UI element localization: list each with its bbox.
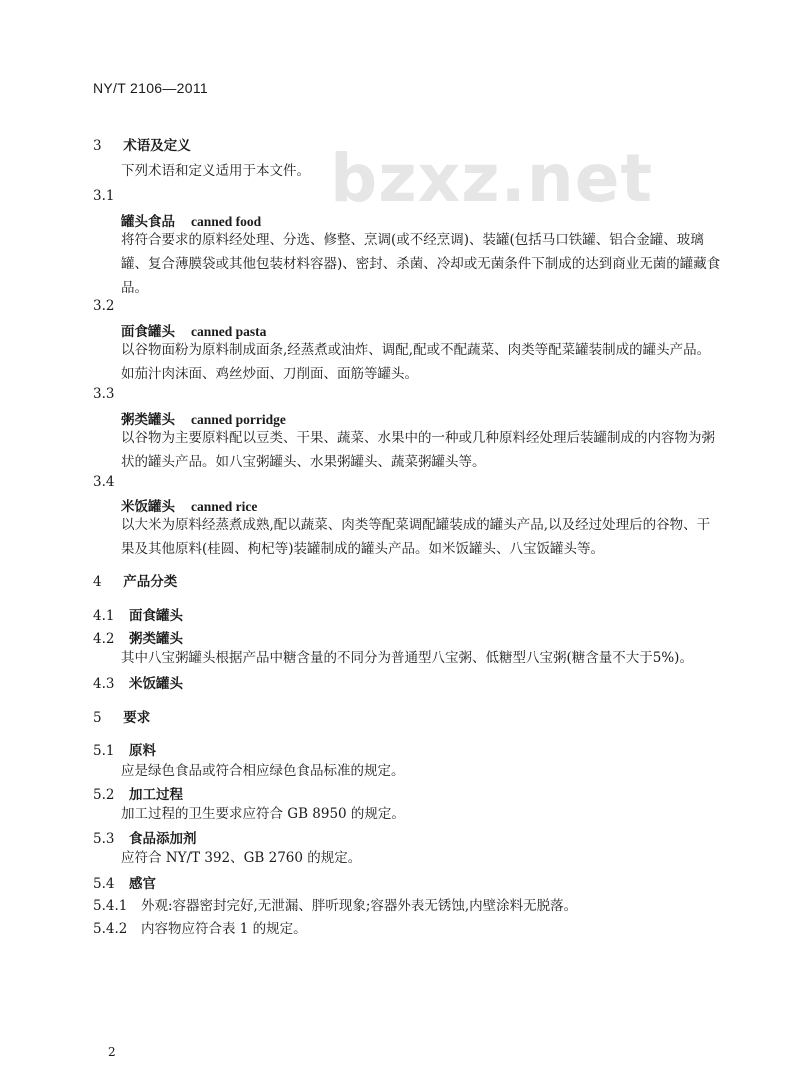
standard-code: NY/T 2106—2011 [93,80,208,96]
term-canned-rice [121,495,257,515]
clause-5-4-1 [93,894,577,914]
definition-canned-food: 将符合要求的原料经处理、分选、修整、烹调(或不经烹调)、装罐(包括马口铁罐、铝合金罐、玻璃罐、复合薄膜袋或其他包装材料容器)、密封、杀菌、冷却或无菌条件下制成的达到商业无菌的罐藏食品。 [121,232,721,296]
section-title: 产品分类 [123,574,178,590]
clause-number: 5.2 [93,787,115,803]
clause-title: 米饭罐头 [129,676,183,692]
term-zh: 罐头食品 [121,214,175,230]
term-canned-porridge [121,408,286,428]
definition-canned-rice: 以大米为原料经蒸煮成熟,配以蔬菜、肉类等配菜调配罐装成的罐头产品,以及经过处理后的谷物、干果及其他原料(桂圆、枸杞等)装罐制成的罐头产品。如米饭罐头、八宝饭罐头等。 [121,517,711,557]
term-zh: 米饭罐头 [121,499,175,515]
clause-5-3-text: 应符合 NY/T 392、GB 2760 的规定。 [121,850,362,866]
clause-number: 5.4.2 [93,921,128,937]
section-3-intro: 下列术语和定义适用于本文件。 [121,163,310,179]
clause-4-2-text: 其中八宝粥罐头根据产品中糖含量的不同分为普通型八宝粥、低糖型八宝粥(糖含量不大于5%)。 [121,650,693,666]
clause-5-1 [93,739,156,759]
watermark: bzxz.net [330,140,654,217]
term-en: canned porridge [191,412,286,427]
clause-title: 面食罐头 [129,608,183,624]
definition-canned-porridge: 以谷物为主要原料配以豆类、干果、蔬菜、水果中的一种或几种原料经处理后装罐制成的内容物为粥状的罐头产品。如八宝粥罐头、水果粥罐头、蔬菜粥罐头等。 [121,430,715,470]
clause-title: 加工过程 [129,787,183,803]
section-4-heading [93,570,177,590]
clause-number: 5.4 [93,876,115,892]
term-canned-food [121,210,261,230]
clause-3-2-number: 3.2 [93,298,115,314]
clause-5-2 [93,783,183,803]
definition-canned-pasta: 以谷物面粉为原料制成面条,经蒸煮或油炸、调配,配或不配蔬菜、肉类等配菜罐装制成的罐头产品。如茄汁肉沫面、鸡丝炒面、刀削面、面筋等罐头。 [121,342,711,382]
term-en: canned food [191,214,262,229]
section-3-heading [93,134,191,154]
clause-3-3-number: 3.3 [93,386,115,402]
clause-5-1-text: 应是绿色食品或符合相应绿色食品标准的规定。 [121,763,405,779]
term-zh: 粥类罐头 [121,412,175,428]
clause-4-3 [93,672,183,692]
section-title: 要求 [123,710,151,726]
term-en: canned rice [191,499,258,514]
section-number: 4 [93,574,102,590]
clause-4-1 [93,604,183,624]
section-title: 术语及定义 [123,138,191,154]
clause-5-4 [93,872,156,892]
clause-4-2 [93,627,183,647]
section-number: 5 [93,710,102,726]
clause-text: 外观:容器密封完好,无泄漏、胖听现象;容器外表无锈蚀,内壁涂料无脱落。 [141,898,578,914]
clause-number: 4.2 [93,631,115,647]
term-en: canned pasta [191,324,267,339]
clause-title: 食品添加剂 [129,831,197,847]
term-canned-pasta [121,320,266,340]
clause-5-4-2 [93,917,307,937]
clause-number: 5.3 [93,831,115,847]
clause-number: 4.1 [93,608,115,624]
clause-number: 5.1 [93,743,115,759]
clause-title: 感官 [129,876,156,892]
clause-3-1-number: 3.1 [93,188,115,204]
clause-number: 5.4.1 [93,898,128,914]
clause-5-3 [93,827,197,847]
clause-number: 4.3 [93,676,115,692]
clause-title: 原料 [129,743,156,759]
clause-text: 内容物应符合表 1 的规定。 [141,921,307,937]
section-5-heading [93,706,150,726]
clause-3-4-number: 3.4 [93,474,115,490]
term-zh: 面食罐头 [121,324,175,340]
page-number: 2 [108,1045,116,1059]
clause-5-2-text: 加工过程的卫生要求应符合 GB 8950 的规定。 [121,806,405,822]
section-number: 3 [93,138,102,154]
clause-title: 粥类罐头 [129,631,183,647]
